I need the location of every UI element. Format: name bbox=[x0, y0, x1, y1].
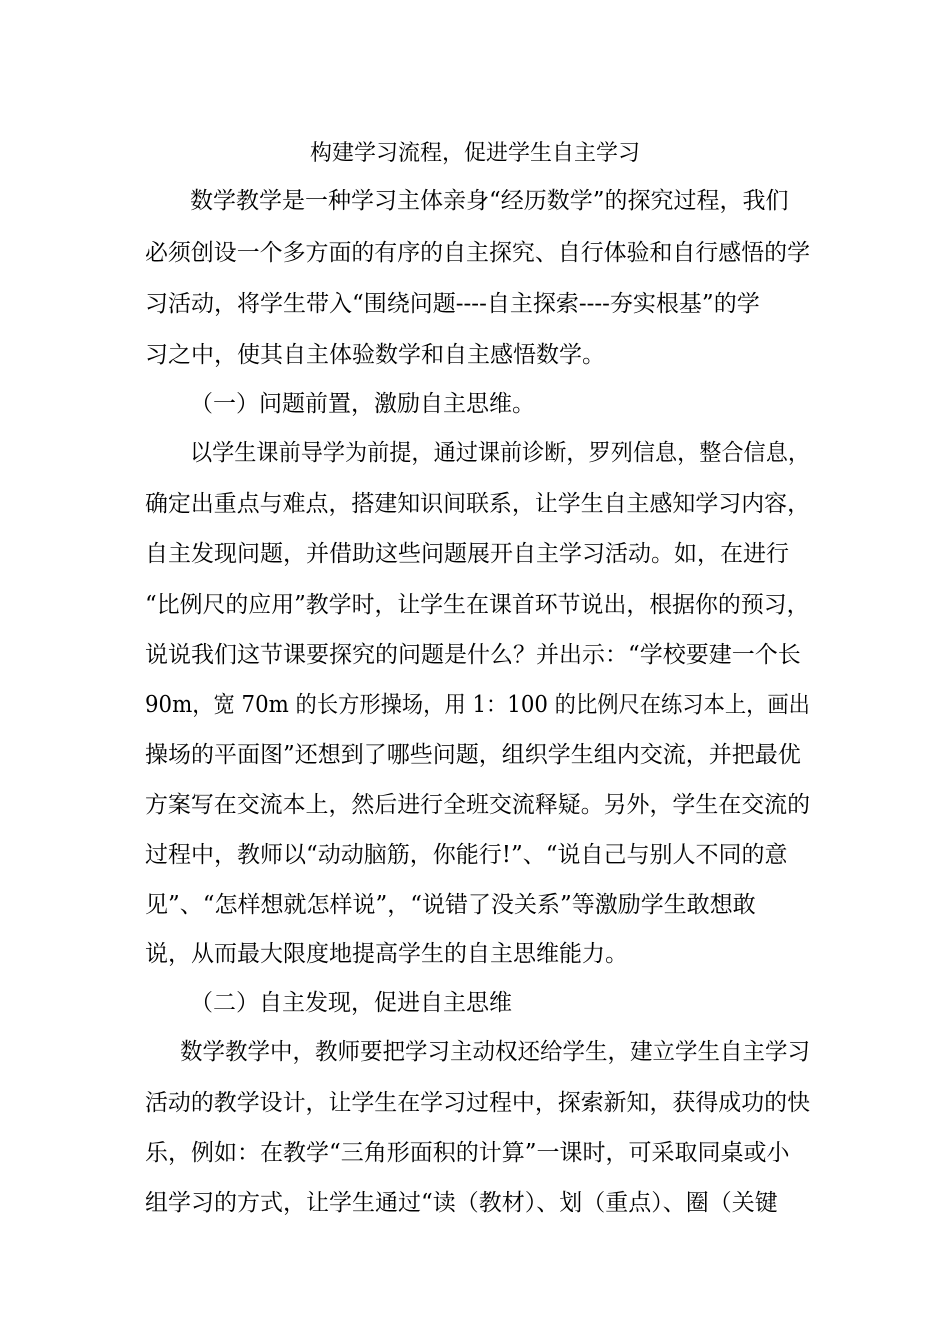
body-line: 见”、“怎样想就怎样说”，“说错了没关系”等激励学生敢想敢 bbox=[145, 892, 756, 918]
body-line: 方案写在交流本上，然后进行全班交流释疑。另外，学生在交流的 bbox=[145, 792, 810, 818]
body-line: 说，从而最大限度地提高学生的自主思维能力。 bbox=[145, 941, 628, 967]
body-line: 习活动，将学生带入“围绕问题----自主探索----夯实根基”的学 bbox=[145, 291, 760, 317]
body-line: 组学习的方式，让学生通过“读（教材）、划（重点）、圈（关键 bbox=[145, 1190, 778, 1216]
body-line: 活动的教学设计，让学生在学习过程中，探索新知，获得成功的快 bbox=[145, 1090, 810, 1116]
body-line: 习之中，使其自主体验数学和自主感悟数学。 bbox=[145, 342, 605, 368]
body-line: 必须创设一个多方面的有序的自主探究、自行体验和自行感悟的学 bbox=[145, 240, 810, 266]
body-line: 90m，宽 70m 的长方形操场，用 1：100 的比例尺在练习本上，画出 bbox=[145, 692, 810, 718]
body-line: 说说我们这节课要探究的问题是什么？并出示：“学校要建一个长 bbox=[145, 642, 801, 668]
body-line: 数学教学中，教师要把学习主动权还给学生，建立学生自主学习 bbox=[180, 1039, 811, 1065]
body-line: 过程中，教师以“动动脑筋，你能行!”、“说自己与别人不同的意 bbox=[145, 842, 788, 868]
body-line: 乐，例如：在教学“三角形面积的计算”一课时，可采取同桌或小 bbox=[145, 1140, 790, 1166]
section-heading: （一）问题前置，激励自主思维。 bbox=[190, 391, 535, 417]
body-line: “比例尺的应用”教学时，让学生在课首环节说出，根据你的预习， bbox=[145, 592, 810, 618]
body-line: 确定出重点与难点，搭建知识间联系，让学生自主感知学习内容， bbox=[145, 491, 810, 517]
body-line: 数学教学是一种学习主体亲身“经历数学”的探究过程，我们 bbox=[190, 188, 789, 214]
body-line: 自主发现问题，并借助这些问题展开自主学习活动。如，在进行 bbox=[145, 541, 789, 567]
document-title: 构建学习流程，促进学生自主学习 bbox=[309, 141, 640, 166]
body-line: 以学生课前导学为前提，通过课前诊断，罗列信息，整合信息， bbox=[190, 440, 810, 466]
body-line: 操场的平面图”还想到了哪些问题，组织学生组内交流，并把最优 bbox=[145, 742, 801, 768]
section-heading: （二）自主发现，促进自主思维 bbox=[190, 990, 512, 1016]
